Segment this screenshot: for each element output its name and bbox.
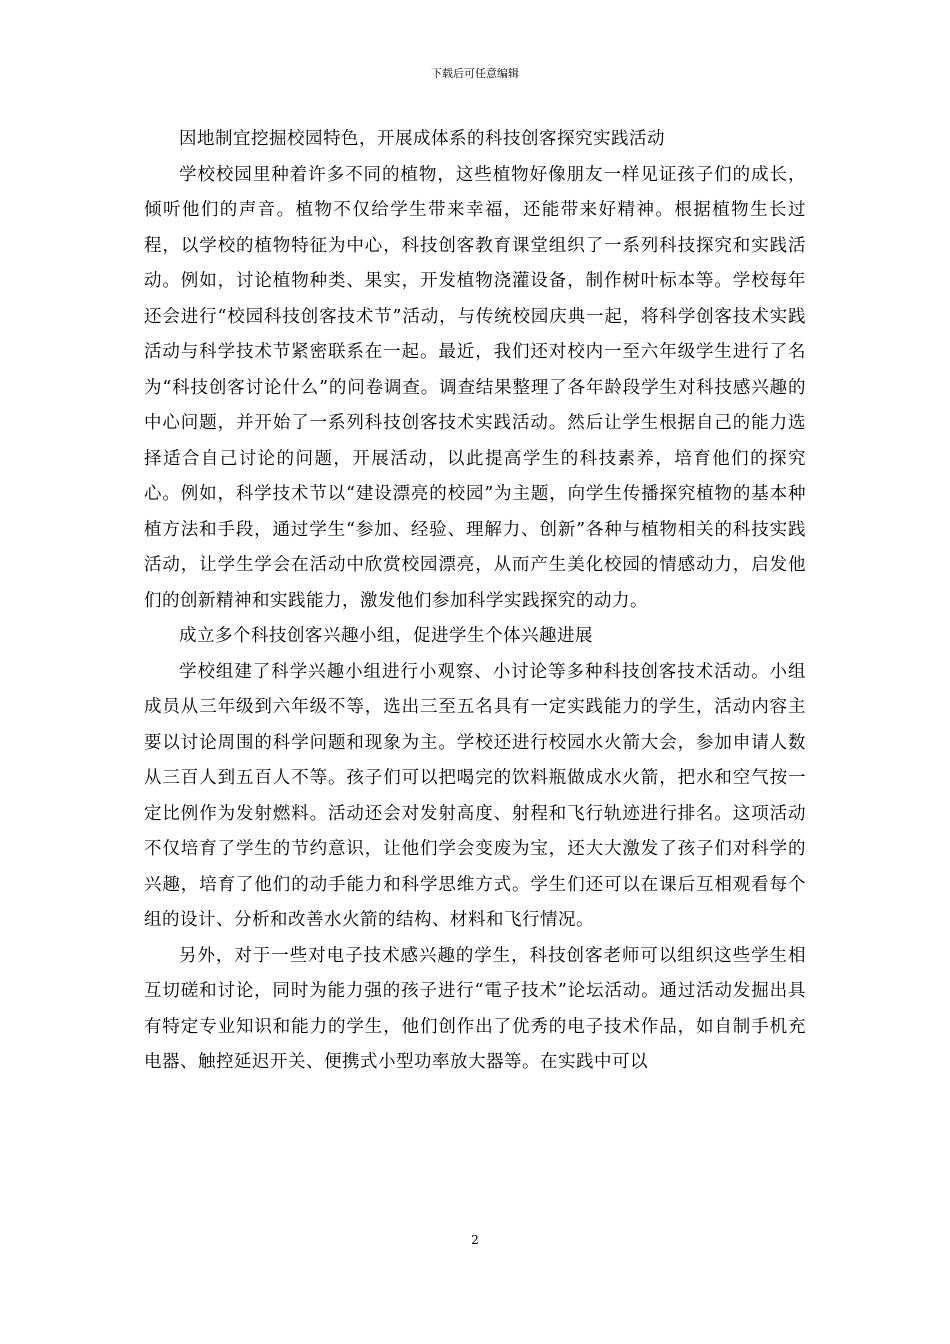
paragraph-electronics: 另外，对于一些对电子技术感兴趣的学生，科技创客老师可以组织这些学生相互切磋和讨论，同时为能力强的孩子进行“電子技术”论坛活动。通过活动发掘出具有特定专业知识和能力的学生，他们创作出了优秀的电子技术作品，如自制手机充电器、触控延迟开关、便携式小型功率放大器等。在实践中可以 [144,945,806,1072]
section-heading-interest-groups: 成立多个科技创客兴趣小组，促进学生个体兴趣进展 [179,626,593,646]
section-heading-campus-features: 因地制宜挖掘校园特色，开展成体系的科技创客探究实践活动 [179,129,665,149]
page-header: 下载后可任意编辑 [431,67,519,80]
paragraph-science-groups: 学校组建了科学兴趣小组进行小观察、小讨论等多种科技创客技术活动。小组成员从三年级到六年级不等，选出三至五名具有一定实践能力的学生，活动内容主要以讨论周围的科学问题和现象为主。学校还进行校园水火箭大会，参加申请人数从三百人到五百人不等。孩子们可以把喝完的饮料瓶做成水火箭，把水和空气按一定比例作为发射燃料。活动还会对发射高度、射程和飞行轨迹进行排名。这项活动不仅培育了学生的节约意识，让他们学会变废为宝，还大大激发了孩子们对科学的兴趣，培育了他们的动手能力和科学思维方式。学生们还可以在课后互相观看每个组的设计、分析和改善水火箭的结构、材料和飞行情况。 [144,661,806,930]
document-body [144,122,806,1081]
paragraph-plants-activities: 学校校园里种着许多不同的植物，这些植物好像朋友一样见证孩子们的成长，倾听他们的声音。植物不仅给学生带来幸福，还能带来好精神。根据植物生长过程，以学校的植物特征为中心，科技创客教育课堂组织了一系列科技探究和实践活动。例如，讨论植物种类、果实，开发植物浇灌设备，制作树叶标本等。学校每年还会进行“校园科技创客技术节”活动，与传统校园庆典一起，将科学创客技术实践活动与科学技术节紧密联系在一起。最近，我们还对校内一至六年级学生进行了名为“科技创客讨论什么”的问卷调查。调查结果整理了各年龄段学生对科技感兴趣的中心问题，并开始了一系列科技创客技术实践活动。然后让学生根据自己的能力选择适合自己讨论的问题，开展活动，以此提高学生的科技素养，培育他们的探究心。例如，科学技术节以“建设漂亮的校园”为主题，向学生传播探究植物的基本种植方法和手段，通过学生“参加、经验、理解力、创新”各种与植物相关的科技实践活动，让学生学会在活动中欣赏校园漂亮，从而产生美化校园的情感动力，启发他们的创新精神和实践能力，激发他们参加科学实践探究的动力。 [144,164,806,611]
page-number: 2 [471,1233,479,1247]
